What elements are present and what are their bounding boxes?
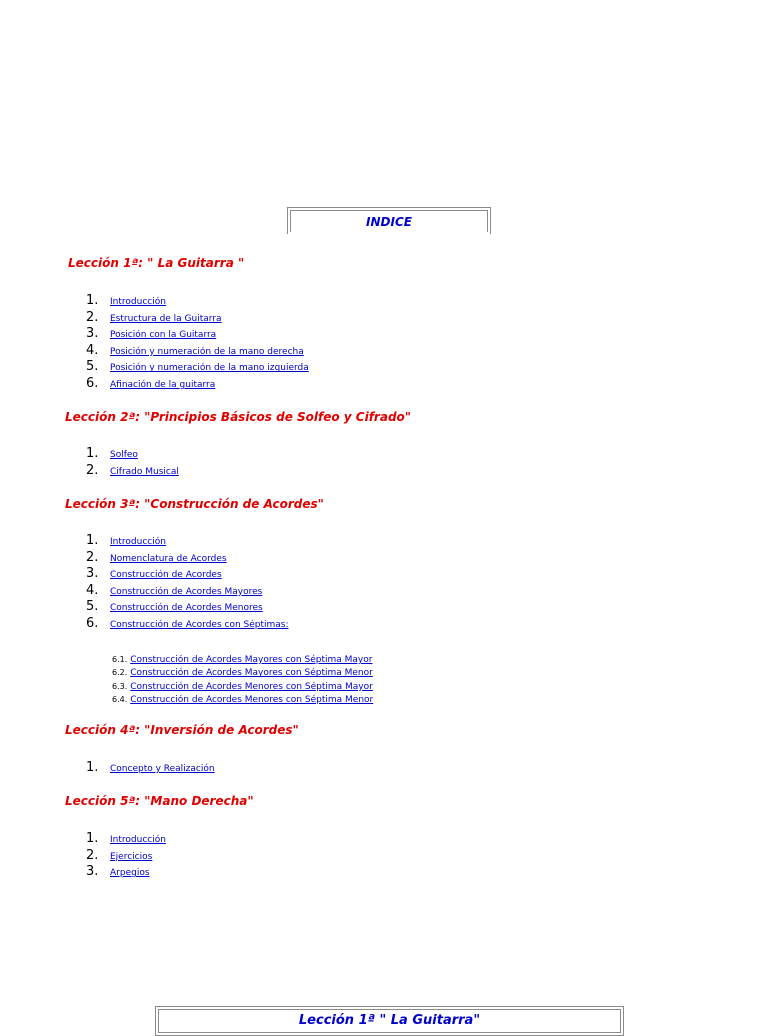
sublist-item (112, 677, 373, 690)
item-number: 1. (86, 831, 99, 846)
link-estructura-guitarra[interactable]: Estructura de la Guitarra (110, 313, 222, 324)
link-mayores-septima-mayor[interactable]: Construcción de Acordes Mayores con Séptima Mayor (130, 655, 373, 665)
subitem-number: 6.2. (112, 668, 128, 678)
list-item (86, 531, 289, 548)
item-number: 4. (86, 582, 99, 598)
lesson-1-heading-box (155, 1006, 624, 1036)
link-cifrado-musical[interactable]: Cifrado Musical (110, 466, 179, 477)
list-item (86, 324, 309, 341)
item-number: 1. (86, 533, 99, 548)
link-acordes-mayores[interactable]: Construcción de Acordes Mayores (110, 586, 263, 597)
link-menores-septima-menor[interactable]: Construcción de Acordes Menores con Séptima Menor (130, 695, 374, 706)
item-number: 6. (86, 375, 99, 391)
link-solfeo[interactable]: Solfeo (110, 450, 138, 460)
lesson-4-list (86, 758, 215, 775)
link-introduccion-mano-derecha[interactable]: Introducción (110, 835, 166, 845)
link-nomenclatura[interactable]: Nomenclatura de Acordes (110, 553, 227, 564)
link-concepto-realizacion[interactable]: Concepto y Realización (110, 764, 215, 774)
link-introduccion[interactable]: Introducción (110, 297, 166, 307)
list-item (86, 357, 309, 374)
link-arpegios[interactable]: Arpegios (110, 868, 150, 879)
lesson-1-heading: Lección 1ª " La Guitarra" (158, 1009, 621, 1033)
link-menores-septima-mayor[interactable]: Construcción de Acordes Menores con Séptima Mayor (130, 681, 373, 692)
lesson-1-title: Lección 1ª: " La Guitarra " (68, 256, 245, 270)
subitem-number: 6.1. (112, 655, 128, 664)
subitem-number: 6.4. (112, 695, 128, 705)
list-item (86, 444, 179, 461)
item-number: 2. (86, 847, 99, 863)
item-number: 3. (86, 864, 99, 880)
index-header-box (287, 207, 491, 234)
link-mano-izquierda[interactable]: Posición y numeración de la mano izquierda (110, 363, 309, 374)
item-number: 1. (86, 446, 99, 461)
list-item (86, 597, 289, 614)
lesson-3-title: Lección 3ª: "Construcción de Acordes" (65, 497, 324, 511)
item-number: 5. (86, 359, 99, 375)
item-number: 3. (86, 326, 99, 342)
sublist-item (112, 650, 373, 663)
link-construccion-acordes[interactable]: Construcción de Acordes (110, 570, 222, 581)
lesson-1-list (86, 291, 309, 391)
list-item (86, 341, 309, 358)
list-item (86, 758, 215, 775)
sublist-item (112, 663, 373, 679)
lesson-2-list (86, 444, 179, 477)
list-item (86, 548, 289, 565)
item-number: 2. (86, 309, 99, 325)
item-number: 4. (86, 342, 99, 358)
list-item (86, 374, 309, 391)
lesson-3-list (86, 531, 289, 631)
list-item (86, 461, 179, 478)
lesson-5-list (86, 829, 166, 879)
item-number: 3. (86, 566, 99, 582)
link-afinacion[interactable]: Afinación de la guitarra (110, 379, 216, 390)
item-number: 1. (86, 293, 99, 308)
list-item (86, 614, 289, 631)
subitem-number: 6.3. (112, 681, 128, 691)
lesson-3-sublist (112, 650, 373, 704)
list-item (86, 581, 289, 598)
link-mano-derecha[interactable]: Posición y numeración de la mano derecha (110, 346, 304, 357)
link-ejercicios[interactable]: Ejercicios (110, 851, 153, 862)
list-item (86, 564, 289, 581)
link-mayores-septima-menor[interactable]: Construcción de Acordes Mayores con Séptima Menor (130, 668, 373, 679)
link-posicion-guitarra[interactable]: Posición con la Guitarra (110, 330, 217, 341)
sublist-item (112, 690, 374, 706)
list-item (86, 846, 166, 863)
index-title: INDICE (290, 210, 488, 232)
item-number: 6. (86, 615, 99, 631)
list-item (86, 291, 309, 308)
item-number: 2. (86, 549, 99, 565)
link-acordes-septimas[interactable]: Construcción de Acordes con Séptimas: (110, 619, 289, 630)
item-number: 1. (86, 760, 99, 775)
link-acordes-menores[interactable]: Construcción de Acordes Menores (110, 603, 263, 614)
link-introduccion-acordes[interactable]: Introducción (110, 537, 166, 547)
list-item (86, 829, 166, 846)
lesson-5-title: Lección 5ª: "Mano Derecha" (65, 794, 254, 808)
item-number: 2. (86, 462, 99, 478)
list-item (86, 862, 166, 879)
lesson-2-title: Lección 2ª: "Principios Básicos de Solfeo y Cifrado" (65, 410, 412, 424)
item-number: 5. (86, 599, 99, 615)
lesson-4-title: Lección 4ª: "Inversión de Acordes" (65, 723, 299, 737)
list-item (86, 308, 309, 325)
